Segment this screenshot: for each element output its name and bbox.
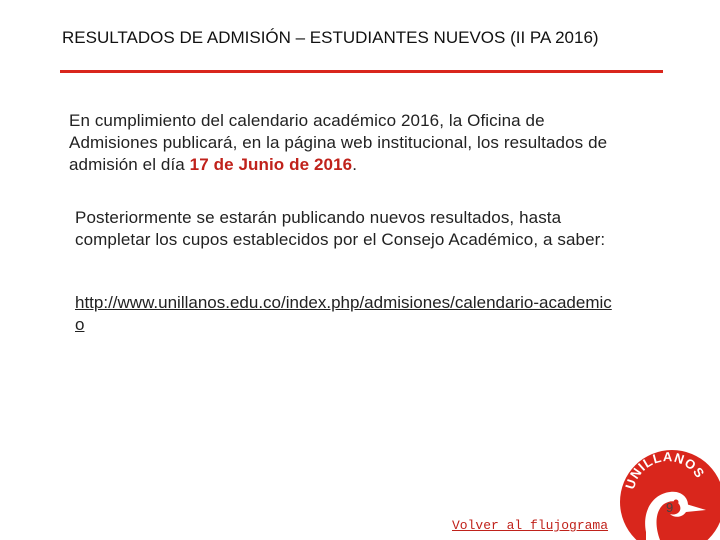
results-date: 17 de Junio de 2016 [189,155,353,174]
back-to-flowchart-link[interactable]: Volver al flujograma [452,518,609,533]
title-underline [60,70,663,73]
admissions-calendar-link[interactable]: http://www.unillanos.edu.co/index.php/admisiones/calendario-academico [75,293,612,334]
page-number: 9 [666,500,674,515]
paragraph-calendar-text: En cumplimiento del calendario académico 2016, la Oficina de Admisiones publicará, en la página web institucional, los resultados de admisión el día [69,111,608,174]
paragraph-new-results: Posteriormente se estarán publicando nuevos resultados, hasta completar los cupos establecidos por el Consejo Académico, a saber: [75,208,606,249]
logo-text: UNILLANOS [622,449,708,491]
slide-title: RESULTADOS DE ADMISIÓN – ESTUDIANTES NUEVOS (II PA 2016) [62,28,599,47]
paragraph-calendar-end: . [352,155,358,174]
paragraph-calendar [69,110,629,176]
unillanos-logo-icon [606,432,720,540]
